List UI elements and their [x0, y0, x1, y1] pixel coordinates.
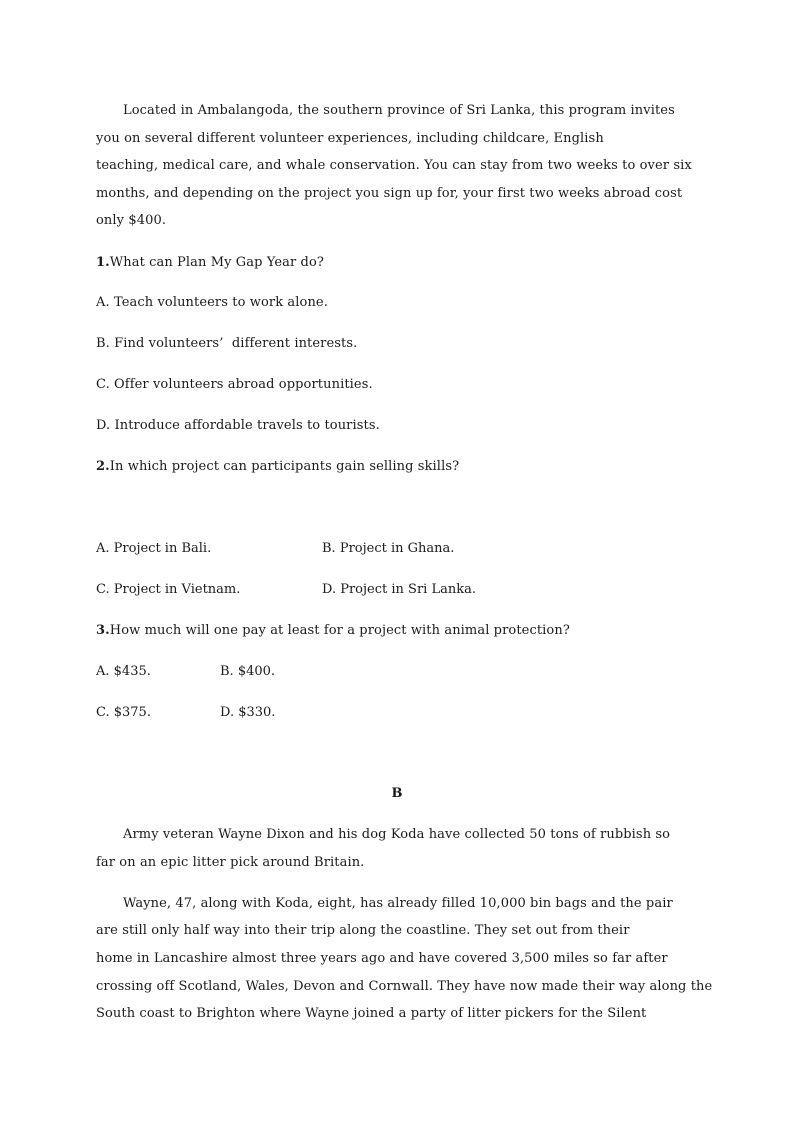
section-b-line: are still only half way into their trip along the coastline. They set out from their: [96, 923, 630, 938]
question-1-option-c: C. Offer volunteers abroad opportunities.: [96, 377, 373, 392]
section-b-line: South coast to Brighton where Wayne joined a party of litter pickers for the Silent: [96, 1006, 647, 1021]
question-2-option-d: D. Project in Sri Lanka.: [322, 582, 476, 597]
question-2-stem: [96, 459, 459, 475]
question-2-option-b: B. Project in Ghana.: [322, 541, 455, 556]
question-3-option-b: B. $400.: [220, 664, 276, 679]
section-b-line: crossing off Scotland, Wales, Devon and Cornwall. They have now made their way along the: [96, 979, 713, 994]
section-b-line: Wayne, 47, along with Koda, eight, has already filled 10,000 bin bags and the pair: [123, 896, 673, 911]
question-1-option-a: A. Teach volunteers to work alone.: [96, 295, 328, 310]
passage-a-line: Located in Ambalangoda, the southern province of Sri Lanka, this program invites: [123, 103, 675, 118]
passage-a-line: teaching, medical care, and whale conservation. You can stay from two weeks to over six: [96, 158, 692, 173]
question-3-option-d: D. $330.: [220, 705, 276, 720]
question-2-option-a: A. Project in Bali.: [96, 541, 212, 556]
question-text: How much will one pay at least for a project with animal protection?: [109, 623, 570, 638]
section-b-line: far on an epic litter pick around Britain.: [96, 855, 365, 870]
section-b-line: home in Lancashire almost three years ago and have covered 3,500 miles so far after: [96, 951, 668, 966]
question-number: 3.: [96, 623, 110, 638]
question-1-option-b: B. Find volunteers’ different interests.: [96, 336, 358, 351]
question-number: 1.: [96, 255, 110, 270]
passage-a-line: only $400.: [96, 213, 167, 228]
question-1-option-d: D. Introduce affordable travels to tourists.: [96, 418, 380, 433]
question-text: In which project can participants gain selling skills?: [109, 459, 460, 474]
passage-a-line: months, and depending on the project you sign up for, your first two weeks abroad cost: [96, 186, 683, 201]
question-3-stem: [96, 623, 570, 639]
question-1-stem: [96, 255, 324, 271]
section-heading: B: [391, 786, 403, 801]
question-3-option-c: C. $375.: [96, 705, 151, 720]
question-2-option-c: C. Project in Vietnam.: [96, 582, 241, 597]
question-number: 2.: [96, 459, 110, 474]
section-b-line: Army veteran Wayne Dixon and his dog Koda have collected 50 tons of rubbish so: [123, 827, 671, 842]
question-3-option-a: A. $435.: [96, 664, 151, 679]
question-text: What can Plan My Gap Year do?: [109, 255, 324, 270]
passage-a-line: you on several different volunteer experiences, including childcare, English: [96, 131, 604, 146]
